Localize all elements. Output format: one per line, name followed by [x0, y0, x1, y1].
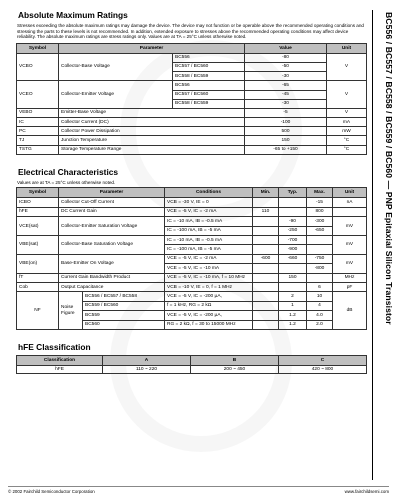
table-cell	[253, 311, 279, 320]
table-cell: Collector-Base Saturation Voltage	[59, 236, 165, 255]
col-header: Parameter	[59, 188, 165, 198]
table-cell: BC560	[83, 320, 165, 329]
table-row	[17, 254, 367, 263]
table-cell: -650	[307, 226, 333, 235]
table-cell: -65	[245, 81, 327, 90]
table-cell: 2	[279, 292, 307, 301]
table-cell: 1.2	[279, 311, 307, 320]
table-row	[17, 136, 367, 145]
table-row	[17, 217, 367, 226]
table-cell: VBE(sat)	[17, 236, 59, 255]
col-header: Parameter	[59, 43, 245, 53]
col-header: Max.	[307, 188, 333, 198]
col-header: C	[279, 355, 367, 365]
table-row	[17, 273, 367, 282]
table-cell: 4.0	[307, 311, 333, 320]
table-cell: Collector-Base Voltage	[59, 53, 173, 81]
page-footer	[8, 486, 389, 494]
table-cell	[253, 226, 279, 235]
table-cell: -5	[245, 108, 327, 117]
table-cell: f = 1 kHz, RG = 2 kΩ	[165, 301, 253, 310]
table-cell: 420 ~ 800	[279, 365, 367, 373]
table-cell: 1	[279, 301, 307, 310]
table-cell: VCE(sat)	[17, 217, 59, 236]
table-cell: MHz	[333, 273, 367, 282]
table-cell: -65 to +150	[245, 145, 327, 154]
table-cell: BC556	[173, 53, 245, 62]
table-cell	[253, 292, 279, 301]
table-cell: Base-Emitter On Voltage	[59, 254, 165, 273]
table-cell	[253, 320, 279, 329]
table-cell: -660	[279, 254, 307, 263]
table-cell	[279, 198, 307, 207]
table-cell: BC556 / BC557 / BC558	[83, 292, 165, 301]
table-cell: mA	[327, 118, 367, 127]
table-cell: -80	[245, 53, 327, 62]
table-cell	[253, 236, 279, 245]
table-cell: Collector Cut-Off Current	[59, 198, 165, 207]
table-cell	[307, 245, 333, 254]
table-row	[17, 127, 367, 136]
table-cell: Collector Current (DC)	[59, 118, 245, 127]
table-cell: BC556	[173, 81, 245, 90]
table-row	[17, 207, 367, 216]
table-cell: IC = -100 mA, IB = -5 mA	[165, 226, 253, 235]
table-cell: -100	[245, 118, 327, 127]
col-header: Unit	[333, 188, 367, 198]
footer-copyright: © 2002 Fairchild Semiconductor Corporation	[8, 489, 95, 494]
col-header: Typ.	[279, 188, 307, 198]
table-cell: RG = 2 kΩ, f = 30 to 15000 MHz	[165, 320, 253, 329]
table-row	[17, 236, 367, 245]
table-cell: hFE	[17, 365, 103, 373]
table-cell	[253, 282, 279, 291]
table-cell: VBE(on)	[17, 254, 59, 273]
table-cell: mW	[327, 127, 367, 136]
table-cell: IC	[17, 118, 59, 127]
table-cell: 1.2	[279, 320, 307, 329]
sidebar-rule	[372, 10, 381, 480]
table-row	[17, 282, 367, 291]
table-cell: BC559	[83, 311, 165, 320]
table-cell: V	[327, 53, 367, 81]
col-header: B	[191, 355, 279, 365]
table-cell: -300	[307, 217, 333, 226]
col-header: A	[103, 355, 191, 365]
table-cell: VCE = -5 V, IC = -10 mA	[165, 264, 253, 273]
table-cell: 110	[253, 207, 279, 216]
table-cell: VCE = -5 V, IC = -2 mA	[165, 207, 253, 216]
table-header-row	[17, 188, 367, 198]
table-cell: Cob	[17, 282, 59, 291]
table-cell: BC557 / BC560	[173, 90, 245, 99]
elec-char-note: Values are at TA = 25°C unless otherwise noted.	[17, 179, 116, 185]
table-cell: dB	[333, 292, 367, 330]
table-cell: Noise Figure	[59, 292, 83, 330]
table-cell: -900	[279, 245, 307, 254]
table-row	[17, 198, 367, 207]
table-row	[17, 292, 367, 301]
table-cell: NF	[17, 292, 59, 330]
table-cell: Collector-Emitter Saturation Voltage	[59, 217, 165, 236]
table-cell: Output Capacitance	[59, 282, 165, 291]
table-cell: -800	[307, 264, 333, 273]
table-cell: IC = -10 mA, IB = -0.5 mA	[165, 217, 253, 226]
table-cell: V	[327, 81, 367, 109]
table-row	[17, 145, 367, 154]
abs-max-body	[17, 53, 367, 154]
table-cell: BC557 / BC560	[173, 62, 245, 71]
table-cell: -90	[279, 217, 307, 226]
table-cell: 800	[307, 207, 333, 216]
abs-max-paragraph: Stresses exceeding the absolute maximum ratings may damage the device. The device may not function or be operable above the recommended operating conditions and stressing the parts to these levels is not recommended. In addition, extended exposure to stresses above the recommended operating conditions may affect device reliability. The absolute maximum ratings are stress ratings only. Values are at TA = 25°C unless otherwise noted.	[17, 23, 364, 40]
table-header-row	[17, 43, 367, 53]
table-cell: BC559 / BC560	[83, 301, 165, 310]
hfe-class-table	[16, 355, 367, 374]
table-cell: ICBO	[17, 198, 59, 207]
footer-website: www.fairchildsemi.com	[344, 489, 389, 494]
table-cell: VCE = -5 V, IC = -200 µA,	[165, 292, 253, 301]
table-cell: VCE = -5 V, IC = -200 µA,	[165, 311, 253, 320]
table-cell: -50	[245, 62, 327, 71]
table-cell: BC558 / BC559	[173, 99, 245, 108]
table-cell: 2.0	[307, 320, 333, 329]
col-header: Value	[245, 43, 327, 53]
table-cell: mV	[333, 217, 367, 236]
col-header: Classification	[17, 355, 103, 365]
table-cell: Collector Power Dissipation	[59, 127, 245, 136]
table-cell: 500	[245, 127, 327, 136]
table-cell: VCE = -5 V, IC = -2 mA	[165, 254, 253, 263]
col-header: Min.	[253, 188, 279, 198]
content	[16, 10, 366, 374]
table-cell: TSTG	[17, 145, 59, 154]
table-cell: -600	[253, 254, 279, 263]
table-cell	[279, 264, 307, 273]
table-cell: PC	[17, 127, 59, 136]
table-cell: IC = -10 mA, IB = -0.5 mA	[165, 236, 253, 245]
table-cell	[253, 273, 279, 282]
table-row	[17, 81, 367, 90]
table-cell: 150	[245, 136, 327, 145]
elec-char-body	[17, 198, 367, 329]
table-cell: 10	[307, 292, 333, 301]
sidebar-title: BC556 / BC557 / BC558 / BC559 / BC560 — PNP Epitaxial Silicon Transistor	[384, 12, 394, 325]
table-cell: Emitter-Base Voltage	[59, 108, 245, 117]
table-cell: -250	[279, 226, 307, 235]
elec-char-title: Electrical Characteristics	[18, 166, 119, 177]
table-cell: °C	[327, 136, 367, 145]
table-cell: hFE	[17, 207, 59, 216]
table-cell: 200 ~ 450	[191, 365, 279, 373]
table-cell: 6	[307, 282, 333, 291]
table-cell	[307, 273, 333, 282]
table-cell: °C	[327, 145, 367, 154]
abs-max-table	[16, 43, 367, 155]
table-row	[17, 53, 367, 62]
table-cell	[253, 264, 279, 273]
table-cell: VEBO	[17, 108, 59, 117]
table-cell	[333, 207, 367, 216]
table-cell: mV	[333, 254, 367, 273]
col-header: Unit	[327, 43, 367, 53]
table-cell: Junction Temperature	[59, 136, 245, 145]
abs-max-title: Absolute Maximum Ratings	[18, 10, 128, 20]
table-cell	[279, 282, 307, 291]
table-cell: 150	[279, 273, 307, 282]
col-header: Symbol	[17, 188, 59, 198]
table-cell: VCB = -30 V, IE = 0	[165, 198, 253, 207]
table-cell: TJ	[17, 136, 59, 145]
col-header: Symbol	[17, 43, 59, 53]
table-cell	[253, 301, 279, 310]
table-cell: -30	[245, 99, 327, 108]
table-cell: -45	[245, 90, 327, 99]
table-cell: nA	[333, 198, 367, 207]
table-cell: VCE = -5 V, IC = -10 mA, f = 10 MHz	[165, 273, 253, 282]
hfe-class-title: hFE Classification	[18, 341, 91, 352]
table-cell: -750	[307, 254, 333, 263]
table-cell: DC Current Gain	[59, 207, 165, 216]
table-header-row	[17, 355, 367, 365]
table-cell	[307, 236, 333, 245]
table-cell: BC558 / BC559	[173, 72, 245, 81]
table-cell	[253, 217, 279, 226]
table-cell: -15	[307, 198, 333, 207]
table-cell: mV	[333, 236, 367, 255]
table-row	[17, 365, 367, 373]
table-cell	[253, 198, 279, 207]
table-cell: IC = -100 mA, IB = -5 mA	[165, 245, 253, 254]
table-cell	[279, 207, 307, 216]
table-cell: -700	[279, 236, 307, 245]
table-cell: VCEO	[17, 81, 59, 109]
table-row	[17, 118, 367, 127]
table-cell: -30	[245, 72, 327, 81]
table-cell: pF	[333, 282, 367, 291]
table-cell: V	[327, 108, 367, 117]
table-cell: 110 ~ 220	[103, 365, 191, 373]
table-cell: VCB = -10 V, IE = 0, f = 1 MHz	[165, 282, 253, 291]
table-cell: Collector-Emitter Voltage	[59, 81, 173, 109]
table-cell: VCBO	[17, 53, 59, 81]
table-cell	[253, 245, 279, 254]
table-cell: Storage Temperature Range	[59, 145, 245, 154]
table-cell: 4	[307, 301, 333, 310]
table-cell: fT	[17, 273, 59, 282]
table-cell: Current Gain Bandwidth Product	[59, 273, 165, 282]
col-header: Conditions	[165, 188, 253, 198]
table-row	[17, 108, 367, 117]
elec-char-table	[16, 187, 367, 329]
